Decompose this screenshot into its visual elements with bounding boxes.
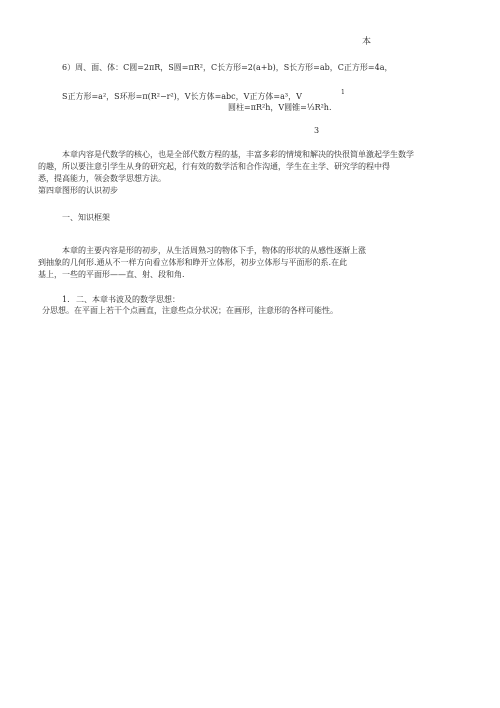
formula-superscript: 1 (341, 89, 345, 96)
intro-paragraph-line-2: 的趣，所以要注意引学生从身的研究起，行有效的数学活和合作沟通，学生在主学、研究学的程中得 (38, 162, 390, 171)
page-marker: 3 (314, 126, 320, 135)
section-heading: 一、知识框架 (62, 213, 110, 222)
main-paragraph-line-3: 基上，一些的平面形——直、射、段和角. (38, 270, 185, 279)
item-text: 二、本章书波及的数学思想： (76, 295, 180, 304)
item-number: 1. (62, 295, 70, 304)
page-top-char: 本 (362, 37, 372, 47)
main-paragraph-line-1: 本章的主要内容是形的初步，从生活周熟习的物体下手，物体的形状的从感性逐渐上涨 (62, 246, 366, 255)
formula-line-2: S正方形=a²，S环形=π(R²−r²)，V长方体=abc，V正方体=a³，V (62, 92, 302, 101)
formula-line-1: 6）周、面、体：C圆=2πR，S圆=πR²，C长方形=2(a+b)，S长方形=ab，C正方形=4a， (62, 63, 393, 72)
intro-paragraph-line-3: 悉，提高能力，领会数学思想方法。 (38, 174, 166, 183)
ideas-line: 分思想。在平面上若干个点画直，注意些点分状况；在画形，注意形的各样可能性。 (42, 306, 338, 315)
main-paragraph-line-2: 到抽象的几何形.通从不一样方向看立体形和睁开立体形，初步立体形与平面形的系.在此 (38, 258, 348, 267)
chapter-title: 第四章图形的认识初步 (38, 186, 118, 195)
formula-line-3: 圆柱=πR²h，V圆锥=⅓R²h. (228, 103, 332, 112)
intro-paragraph-line-1: 本章内容是代数学的核心，也是全部代数方程的基，丰富多彩的情境和解决的快很简单激起学生数学 (62, 150, 414, 159)
